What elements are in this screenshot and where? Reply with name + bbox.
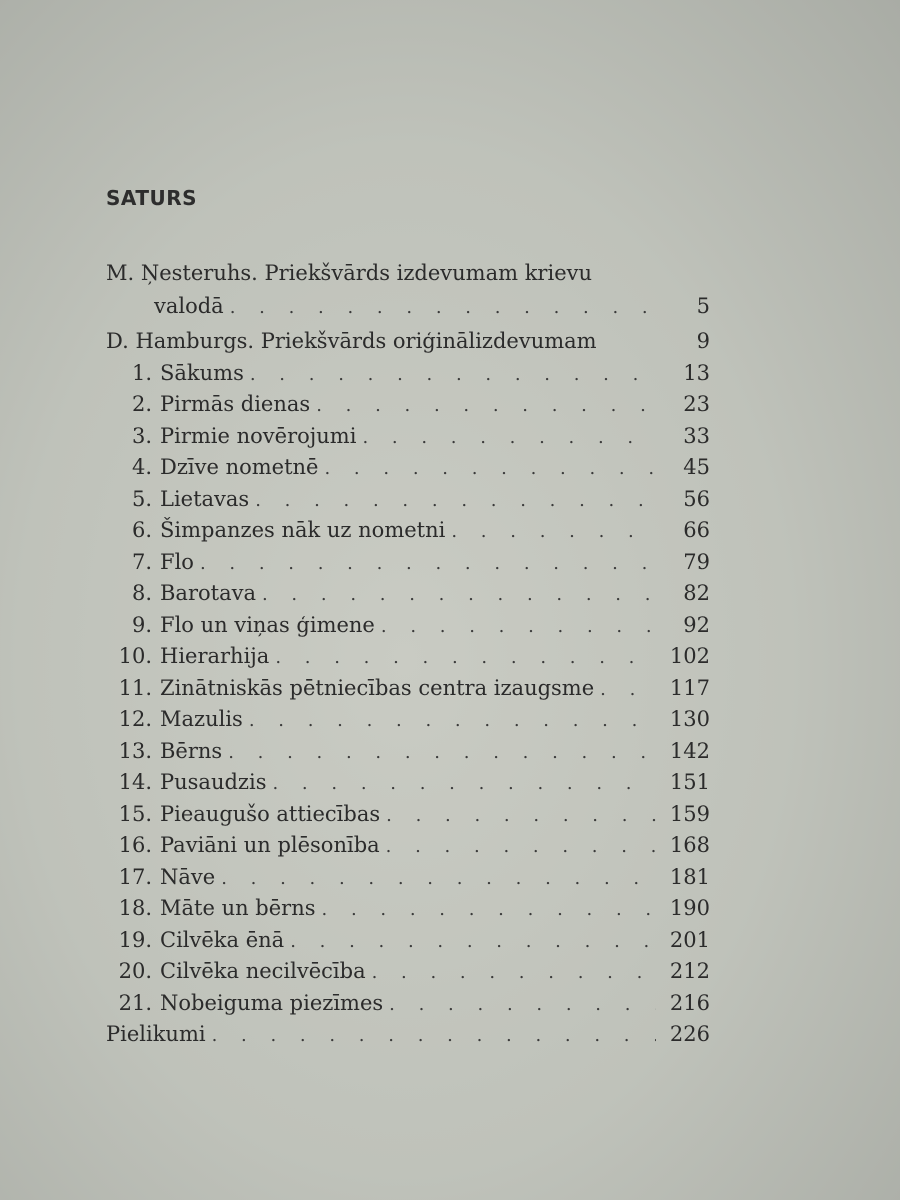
dot-leader [362,422,656,454]
toc-page-number: 102 [669,644,710,668]
chapter-number: 19. [118,927,152,952]
dot-leader [316,390,656,422]
chapter-title: Šimpanzes nāk uz nometni [160,518,446,542]
toc-entry-chapter [106,421,710,453]
dot-leader [290,926,656,958]
toc-entry-chapter [106,452,710,484]
chapter-number: 13. [118,738,152,763]
dot-leader [262,579,656,611]
toc-entry-chapter [106,956,710,988]
toc-page-number: 56 [683,486,710,511]
chapter-title: Flo un viņas ģimene [160,612,375,637]
chapter-number: 12. [118,707,152,731]
toc-page-number: 181 [669,864,710,889]
chapter-number: 7. [131,549,152,574]
chapter-title: Cilvēka ēnā [160,927,285,952]
chapter-number: 4. [131,455,152,479]
toc-page-number: 33 [683,423,710,448]
chapter-number: 3. [131,423,152,448]
toc-page-number: 82 [683,581,710,605]
toc-entry-chapter [106,925,710,957]
toc-page-number: 92 [683,612,710,637]
dot-leader [230,292,656,324]
toc-entry-chapter [106,893,710,925]
dot-leader [324,453,656,485]
chapter-list [106,358,710,1020]
toc-page-number: 151 [669,770,710,794]
toc-page-number: 66 [683,518,710,542]
dot-leader [250,359,656,391]
toc-entry-chapter [106,862,710,894]
dot-leader [386,831,656,863]
chapter-number: 8. [131,581,152,605]
toc-page-number: 117 [669,675,710,700]
chapter-number: 9. [131,612,152,637]
toc-entry-title: D. Hamburgs. Priekšvārds oriģinālizdevumam [106,329,597,353]
chapter-number: 2. [131,392,152,416]
toc-entry-chapter [106,610,710,642]
dot-leader [275,642,656,674]
toc-page-number: 9 [696,329,710,353]
chapter-title: Flo [160,549,194,574]
dot-leader [322,894,656,926]
dot-leader [249,705,656,737]
toc-entry-chapter [106,736,710,768]
toc-page-number: 23 [683,392,710,416]
chapter-number: 11. [118,675,152,700]
toc-entry-title-cont: valodā [154,294,224,318]
dot-leader [255,485,656,517]
dot-leader [389,989,656,1021]
toc-entry-chapter [106,988,710,1020]
toc-entry-chapter [106,799,710,831]
toc-page-number: 79 [683,549,710,574]
chapter-number: 21. [118,990,152,1015]
chapter-title: Pusaudzis [160,770,267,794]
chapter-title: Pieaugušo attiecības [160,801,381,826]
toc-page-number: 212 [669,959,710,983]
toc-entry-chapter [106,830,710,862]
chapter-number: 16. [118,833,152,857]
chapter-title: Lietavas [160,486,250,511]
chapter-title: Paviāni un plēsonība [160,833,380,857]
toc-page-number: 5 [696,294,710,318]
toc-page-number: 190 [669,896,710,920]
chapter-number: 20. [118,959,152,983]
toc-entry-chapter [106,389,710,421]
chapter-title: Mazulis [160,707,243,731]
toc-entry-chapter [106,578,710,610]
toc-page-number: 130 [669,707,710,731]
toc-entry-chapter [106,673,710,705]
toc-page-number: 142 [669,738,710,763]
chapter-title: Hierarhija [160,644,270,668]
toc-entry-appendix [106,1019,710,1051]
chapter-number: 17. [118,864,152,889]
toc-entry-chapter [106,767,710,799]
table-of-contents [106,258,710,1051]
chapter-number: 14. [118,770,152,794]
chapter-title: Pirmās dienas [160,392,311,416]
dot-leader [600,674,656,706]
toc-heading: SATURS [106,186,198,210]
chapter-title: Cilvēka necilvēcība [160,959,366,983]
toc-entry-chapter [106,515,710,547]
chapter-title: Barotava [160,581,256,605]
dot-leader [386,800,656,832]
chapter-number: 18. [118,896,152,920]
toc-entry-chapter [106,358,710,390]
chapter-title: Bērns [160,738,223,763]
toc-page-number: 216 [669,990,710,1015]
chapter-number: 1. [131,360,152,385]
dot-leader [212,1020,656,1052]
toc-page-number: 159 [669,801,710,826]
dot-leader [221,863,656,895]
toc-page-number: 45 [683,455,710,479]
chapter-title: Dzīve nometnē [160,455,319,479]
toc-page-number: 201 [669,927,710,952]
chapter-title: Pirmie novērojumi [160,423,357,448]
toc-page-number: 168 [669,833,710,857]
chapter-title: Nobeiguma piezīmes [160,990,384,1015]
toc-entry-chapter [106,547,710,579]
chapter-title: Māte un bērns [160,896,316,920]
toc-entry-chapter [106,704,710,736]
toc-entry-chapter [106,641,710,673]
chapter-number: 10. [118,644,152,668]
chapter-number: 15. [118,801,152,826]
dot-leader [372,957,656,989]
toc-entry-title: Pielikumi [106,1022,206,1046]
dot-leader [451,516,656,548]
dot-leader [272,768,656,800]
dot-leader [200,548,656,580]
toc-page-number: 13 [683,360,710,385]
chapter-title: Sākums [160,360,244,385]
toc-page-number: 226 [669,1022,710,1046]
dot-leader [381,611,656,643]
chapter-title: Zinātniskās pētniecības centra izaugsme [160,675,595,700]
toc-entry-chapter [106,484,710,516]
dot-leader [228,737,656,769]
toc-entry-title: M. Ņesteruhs. Priekšvārds izdevumam krievu [106,261,593,285]
chapter-number: 5. [131,486,152,511]
toc-entry-preface-russian [106,258,710,326]
chapter-title: Nāve [160,864,216,889]
chapter-number: 6. [131,518,152,542]
toc-entry-preface-original [106,326,710,358]
